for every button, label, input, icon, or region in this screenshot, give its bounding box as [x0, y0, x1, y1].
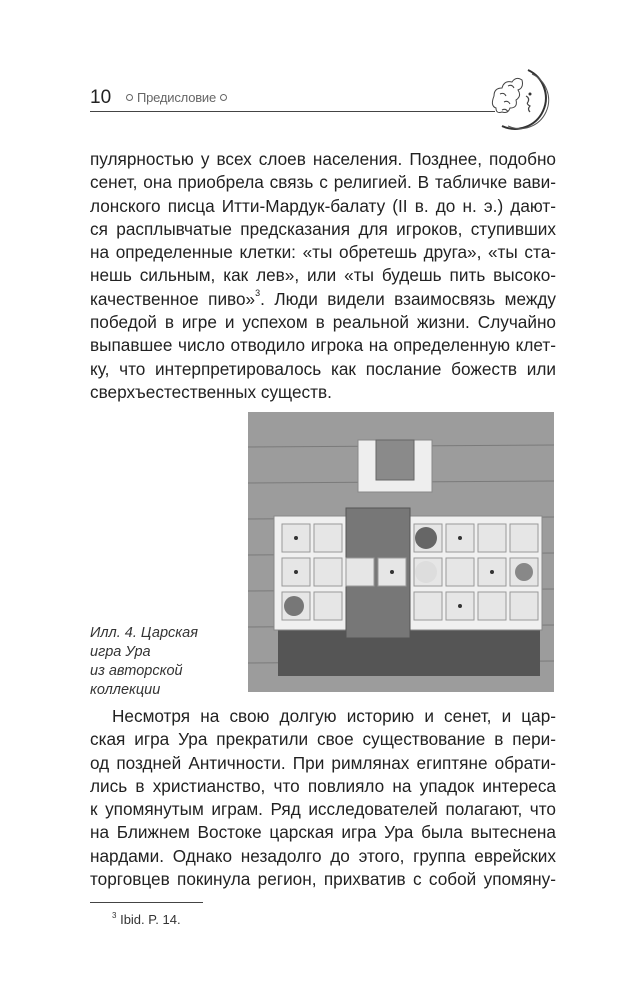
caption-line: Илл. 4. Царская [90, 625, 198, 641]
text-line: сенет, она приобрела связь с религией. В табличке вави- [90, 172, 556, 193]
text-line: лись в христианство, что повлияло на упадок интереса [90, 775, 556, 796]
caption-line: игра Ура [90, 644, 151, 660]
footnote-number: 3 [112, 910, 117, 920]
text-line: од поздней Античности. При римлянах египтяне обрати- [90, 752, 556, 773]
text-line: ся расплывчатые предсказания для игроков, ступивших [90, 218, 556, 239]
text-segment: Люди видели взаимосвязь между [274, 288, 556, 309]
footnote [112, 912, 181, 927]
text-line: сверхъестественных существ. [90, 381, 332, 402]
footnote-text: Ibid. P. 14. [120, 912, 181, 927]
footnote-rule [90, 902, 203, 903]
bullet-icon [126, 94, 133, 101]
text-line: торговцев покинула регион, прихватив с собой упомяну- [90, 869, 556, 890]
page-header [90, 80, 556, 140]
text-line: победой в игре и успехом в реальной жизни. Случайно [90, 312, 556, 333]
bullet-icon [220, 94, 227, 101]
text-line: качественное пиво»$^3$. Люди видели взаимосвязь между [90, 288, 556, 309]
text-line: лонского писца Итти-Мардук-балату (II в. до н. э.) дают- [90, 195, 556, 216]
text-line: выпавшее число отводило игрока на определенную клет- [90, 335, 556, 356]
footnote-ref[interactable]: 3 [255, 288, 261, 299]
text-line: на Ближнем Востоке царская игра Ура была вытеснена [90, 822, 556, 843]
header-rule [90, 111, 495, 112]
text-line: Несмотря на свою долгую историю и сенет, и цар- [112, 706, 556, 726]
royal-game-of-ur-illustration [248, 412, 554, 692]
page-number: 10 [90, 87, 112, 108]
text-line: ская игра Ура прекратили свое существование в пери- [90, 729, 556, 750]
text-line: нардами. Однако незадолго до этого, группа еврейских [90, 845, 556, 866]
paragraph-2 [90, 705, 556, 891]
running-head [122, 90, 231, 105]
caption-line: из авторской [90, 663, 183, 679]
figure-caption [90, 624, 240, 700]
caption-line: коллекции [90, 682, 161, 698]
text-line: на определенные клетки: «ты обретешь друга», «ты ста- [90, 242, 556, 263]
text-segment: качественное пиво» [90, 288, 256, 309]
text-line: пулярностью у всех слоев населения. Позднее, подобно [90, 149, 556, 169]
text-line: к упомянутым играм. Ряд исследователей полагают, что [90, 799, 556, 820]
paragraph-1 [90, 148, 556, 404]
game-board-photo [248, 412, 554, 692]
crescent-moon-face-icon [488, 66, 556, 134]
text-line: нешь сильным, как лев», или «ты будешь пить высоко- [90, 265, 556, 286]
running-head-title: Предисловие [137, 90, 217, 105]
text-line: ку, что интерпретировалось как послание божеств или [90, 358, 556, 379]
